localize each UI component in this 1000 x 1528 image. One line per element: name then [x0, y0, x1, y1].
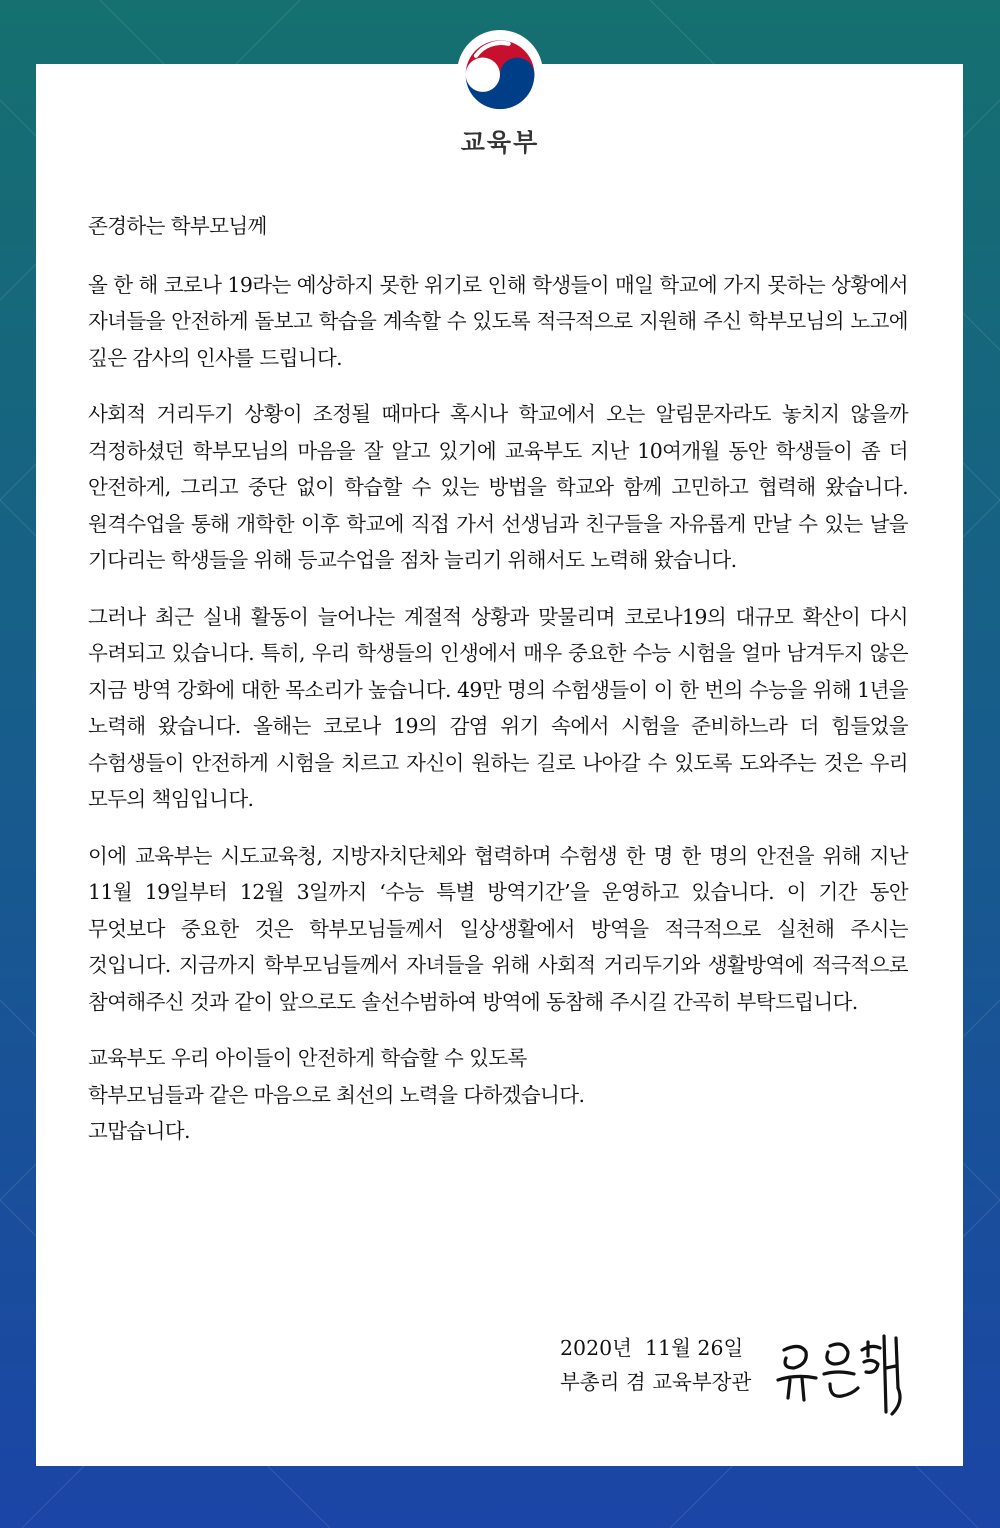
- handwritten-signature: [772, 1328, 912, 1418]
- closing-line-1: 교육부도 우리 아이들이 안전하게 학습할 수 있도록: [88, 1046, 527, 1070]
- letter-date: 2020년 11월 26일: [560, 1336, 744, 1360]
- closing-line-3: 고맙습니다.: [88, 1119, 190, 1143]
- taegeuk-emblem-icon: [457, 30, 543, 116]
- ministry-name: 교육부: [460, 128, 540, 157]
- closing-line-2: 학부모님들과 같은 마음으로 최선의 노력을 다하겠습니다.: [88, 1082, 585, 1107]
- letter-body: [88, 208, 908, 1150]
- letter-greeting: 존경하는 학부모님께: [88, 214, 267, 238]
- letter-closing: [88, 1040, 908, 1150]
- letter-paragraph-1: 올 한 해 코로나 19라는 예상하지 못한 위기로 인해 학생들이 매일 학교에 가지 못하는 상황에서 자녀들을 안전하게 돌보고 학습을 계속할 수 있도록 적극적으로 지원해 주신 학부모님의 노고에 깊은 감사의 인사를 드립니다.: [88, 272, 908, 370]
- signer-title: 부총리 겸 교육부장관: [560, 1370, 752, 1394]
- letter-paragraph-4: 이에 교육부는 시도교육청, 지방자치단체와 협력하며 수험생 한 명 한 명의 안전을 위해 지난 11월 19일부터 12월 3일까지 ‘수능 특별 방역기간’을 운영하고 있습니다. 이 기간 동안 무엇보다 중요한 것은 학부모님들께서 일상생활에서 방역을 적극적으로 실천해 주시는 것입니다. 지금까지 학부모님들께서 자녀들을 위해 사회적 거리두기와 생활방역에 적극적으로 참여해주신 것과 같이 앞으로도 솔선수범하여 방역에 동참해 주시길 간곡히 부탁드립니다.: [88, 843, 908, 1014]
- letter-paragraph-2: 사회적 거리두기 상황이 조정될 때마다 혹시나 학교에서 오는 알림문자라도 놓치지 않을까 걱정하셨던 학부모님의 마음을 잘 알고 있기에 교육부도 지난 10여개월 동안 학생들이 좀 더 안전하게, 그리고 중단 없이 학습할 수 있는 방법을 학교와 함께 고민하고 협력해 왔습니다. 원격수업을 통해 개학한 이후 학교에 직접 가서 선생님과 친구들을 자유롭게 만날 수 있는 날을 기다리는 학생들을 위해 등교수업을 점차 늘리기 위해서도 노력해 왔습니다.: [88, 402, 908, 572]
- letter-paragraph-3: 그러나 최근 실내 활동이 늘어나는 계절적 상황과 맞물리며 코로나19의 대규모 확산이 다시 우려되고 있습니다. 특히, 우리 학생들의 인생에서 매우 중요한 수능 시험을 얼마 남겨두지 않은 지금 방역 강화에 대한 목소리가 높습니다. 49만 명의 수험생들이 이 한 번의 수능을 위해 1년을 노력해 왔습니다. 올해는 코로나 19의 감염 위기 속에서 시험을 준비하느라 더 힘들었을 수험생들이 안전하게 시험을 치르고 자신이 원하는 길로 나아갈 수 있도록 도와주는 것은 우리 모두의 책임입니다.: [88, 604, 908, 811]
